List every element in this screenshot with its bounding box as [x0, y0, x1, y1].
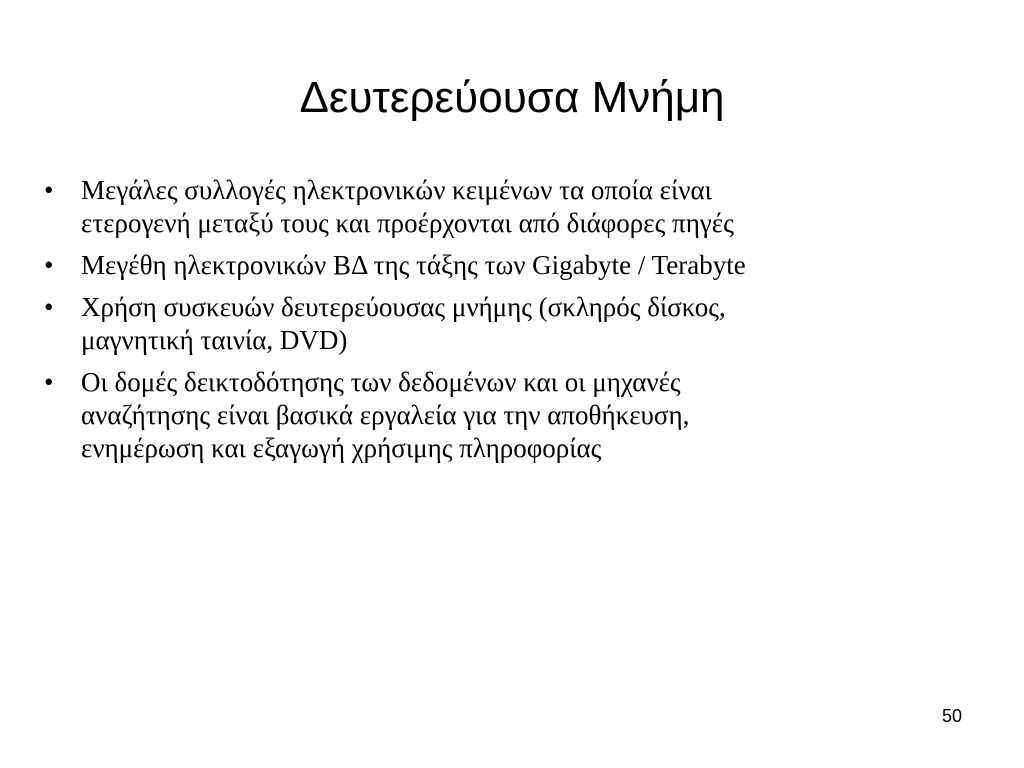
bullet-icon: •: [44, 367, 54, 397]
bullet-item: [44, 291, 944, 357]
bullet-text-line: αναζήτησης είναι βασικά εργαλεία για την αποθήκευση,: [81, 400, 690, 430]
bullet-text-line: Χρήση συσκευών δευτερεύουσας μνήμης (σκληρός δίσκος,: [81, 292, 726, 322]
slide-title: Δευτερεύουσα Μνήμη: [299, 73, 725, 122]
bullet-text-line: ενημέρωση και εξαγωγή χρήσιμης πληροφορίας: [81, 433, 602, 463]
bullet-list: [44, 174, 944, 474]
bullet-item: [44, 249, 944, 282]
bullet-icon: •: [44, 250, 54, 280]
page-number: 50: [941, 706, 962, 726]
bullet-text-line: μαγνητική ταινία, DVD): [81, 325, 348, 355]
bullet-icon: •: [44, 292, 54, 322]
bullet-item: [44, 174, 944, 240]
bullet-item: [44, 366, 944, 465]
bullet-icon: •: [44, 175, 54, 205]
bullet-text-line: Οι δομές δεικτοδότησης των δεδομένων και οι μηχανές: [81, 367, 681, 397]
bullet-text-line: ετερογενή μεταξύ τους και προέρχονται από διάφορες πηγές: [81, 208, 734, 238]
bullet-text-line: Μεγέθη ηλεκτρονικών ΒΔ της τάξης των Gigabyte / Terabyte: [81, 250, 746, 280]
bullet-text-line: Μεγάλες συλλογές ηλεκτρονικών κειμένων τα οποία είναι: [81, 175, 712, 205]
